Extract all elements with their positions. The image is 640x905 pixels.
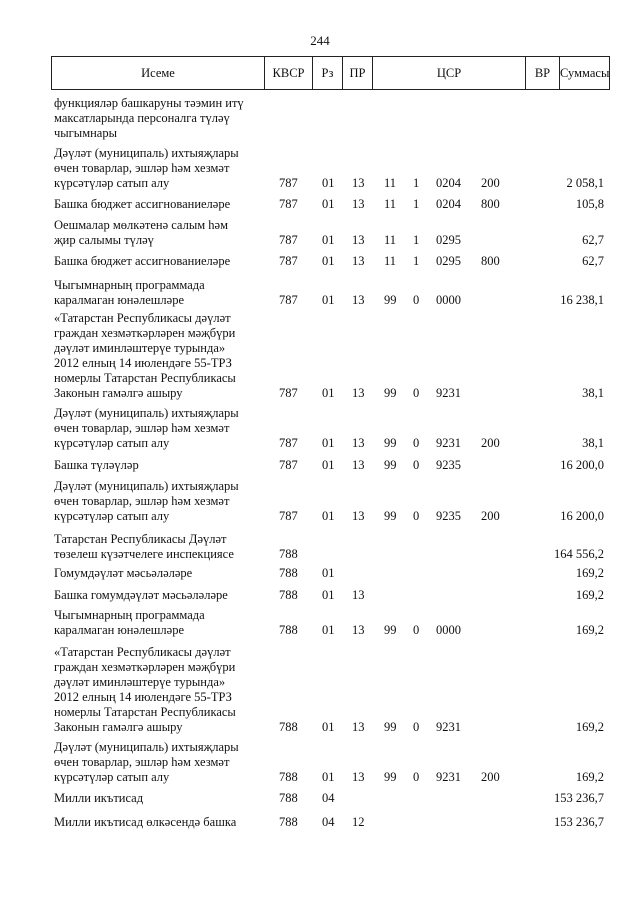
cell-rz: 01	[322, 623, 335, 637]
cell-csr2: 0	[413, 509, 420, 523]
cell-sum: 169,2	[575, 566, 604, 580]
column-header-rz: Рз	[313, 57, 343, 89]
cell-csr3: 0204	[436, 176, 461, 190]
cell-csr2: 1	[413, 254, 420, 268]
cell-pr: 13	[352, 770, 365, 784]
row-name-line: Законын гамәлгә ашыру	[54, 720, 183, 734]
table-header	[51, 56, 610, 90]
row-name-line: Башка гомумдәүләт мәсьәләләре	[54, 588, 228, 602]
row-name	[54, 254, 259, 269]
cell-sum: 105,8	[575, 197, 604, 211]
cell-pr: 13	[352, 458, 365, 472]
cell-kvsr: 787	[279, 293, 298, 307]
cell-csr3: 0295	[436, 233, 461, 247]
column-header-vr: ВР	[526, 57, 560, 89]
cell-kvsr: 787	[279, 197, 298, 211]
cell-csr1: 99	[384, 720, 397, 734]
cell-pr: 13	[352, 197, 365, 211]
row-name-line: Башка түләүләр	[54, 458, 139, 472]
row-name-line: Татарстан Республикасы Дәүләт	[54, 532, 227, 546]
cell-sum: 2 058,1	[566, 176, 604, 190]
cell-csr1: 99	[384, 293, 397, 307]
cell-kvsr: 787	[279, 386, 298, 400]
row-name-line: күрсәтүләр сатып алу	[54, 770, 170, 784]
cell-csr2: 0	[413, 436, 420, 450]
row-name-line: Башка бюджет ассигнованиеләре	[54, 254, 231, 268]
cell-vr: 800	[481, 197, 500, 211]
row-name-line: күрсәтүләр сатып алу	[54, 436, 170, 450]
cell-kvsr: 788	[279, 770, 298, 784]
row-name-line: җир салымы түләү	[54, 233, 154, 247]
row-name-line: максатларында персоналга түләү	[54, 111, 230, 125]
cell-pr: 13	[352, 254, 365, 268]
cell-csr3: 9235	[436, 509, 461, 523]
cell-kvsr: 787	[279, 176, 298, 190]
cell-sum: 62,7	[582, 233, 604, 247]
cell-csr1: 99	[384, 509, 397, 523]
row-name-line: Чыгымнарның программада	[54, 278, 205, 292]
cell-csr1: 11	[384, 254, 397, 268]
cell-kvsr: 788	[279, 720, 298, 734]
cell-pr: 13	[352, 293, 365, 307]
row-name-line: номерлы Татарстан Республикасы	[54, 371, 236, 385]
cell-csr2: 1	[413, 176, 420, 190]
row-name	[54, 588, 259, 603]
cell-pr: 13	[352, 436, 365, 450]
cell-sum: 169,2	[575, 770, 604, 784]
row-name-line: Милли икътисад өлкәсендә башка	[54, 815, 237, 829]
cell-csr3: 0204	[436, 197, 461, 211]
cell-pr: 13	[352, 233, 365, 247]
cell-csr3: 9231	[436, 386, 461, 400]
row-name	[54, 311, 259, 401]
row-name-line: төзелеш күзәтчелеге инспекциясе	[54, 547, 234, 561]
row-name-line: Башка бюджет ассигнованиеләре	[54, 197, 231, 211]
cell-rz: 01	[322, 386, 335, 400]
cell-sum: 62,7	[582, 254, 604, 268]
cell-vr: 200	[481, 176, 500, 190]
row-name-line: өчен товарлар, эшләр һәм хезмәт	[54, 421, 230, 435]
cell-kvsr: 788	[279, 791, 298, 805]
cell-pr: 12	[352, 815, 365, 829]
cell-sum: 38,1	[582, 386, 604, 400]
row-name-line: чыгымнары	[54, 126, 118, 140]
row-name	[54, 479, 259, 524]
cell-csr1: 11	[384, 233, 397, 247]
row-name	[54, 566, 259, 581]
cell-csr2: 0	[413, 386, 420, 400]
cell-sum: 16 238,1	[560, 293, 604, 307]
cell-kvsr: 787	[279, 436, 298, 450]
cell-rz: 01	[322, 458, 335, 472]
cell-pr: 13	[352, 720, 365, 734]
cell-csr3: 9231	[436, 770, 461, 784]
cell-csr1: 99	[384, 770, 397, 784]
cell-kvsr: 787	[279, 509, 298, 523]
column-header-sum: Суммасы	[560, 66, 610, 80]
cell-rz: 01	[322, 436, 335, 450]
row-name-line: Дәүләт (муниципаль) ихтыяҗлары	[54, 406, 239, 420]
cell-sum: 16 200,0	[560, 509, 604, 523]
cell-sum: 38,1	[582, 436, 604, 450]
cell-csr3: 9235	[436, 458, 461, 472]
cell-csr3: 0000	[436, 623, 461, 637]
cell-csr2: 0	[413, 720, 420, 734]
row-name	[54, 197, 259, 212]
row-name	[54, 146, 259, 191]
row-name-line: Гомумдәүләт мәсьәләләре	[54, 566, 193, 580]
cell-rz: 04	[322, 815, 335, 829]
cell-pr: 13	[352, 509, 365, 523]
cell-sum: 153 236,7	[554, 815, 604, 829]
cell-rz: 01	[322, 176, 335, 190]
row-name-line: граждан хезмәткәрләрен мәҗбүри	[54, 660, 236, 674]
cell-csr1: 99	[384, 458, 397, 472]
cell-pr: 13	[352, 176, 365, 190]
cell-sum: 169,2	[575, 623, 604, 637]
row-name-line: «Татарстан Республикасы дәүләт	[54, 645, 231, 659]
cell-csr2: 0	[413, 770, 420, 784]
cell-pr: 13	[352, 623, 365, 637]
row-name	[54, 645, 259, 735]
row-name-line: өчен товарлар, эшләр һәм хезмәт	[54, 161, 230, 175]
cell-kvsr: 788	[279, 566, 298, 580]
column-header-name: Исеме	[52, 57, 265, 89]
row-name-line: каралмаган юнәлешләре	[54, 623, 185, 637]
row-name	[54, 406, 259, 451]
row-name	[54, 532, 259, 562]
row-name	[54, 791, 259, 806]
row-name-line: каралмаган юнәлешләре	[54, 293, 185, 307]
row-name-line: Дәүләт (муниципаль) ихтыяҗлары	[54, 740, 239, 754]
cell-sum: 169,2	[575, 588, 604, 602]
cell-csr1: 11	[384, 176, 397, 190]
cell-kvsr: 787	[279, 458, 298, 472]
cell-kvsr: 787	[279, 233, 298, 247]
cell-vr: 800	[481, 254, 500, 268]
cell-rz: 01	[322, 197, 335, 211]
row-name-line: Законын гамәлгә ашыру	[54, 386, 183, 400]
cell-sum: 153 236,7	[554, 791, 604, 805]
cell-vr: 200	[481, 770, 500, 784]
cell-csr2: 1	[413, 197, 420, 211]
row-name-line: дәүләт иминләштерүе турында»	[54, 675, 226, 689]
row-name	[54, 608, 259, 638]
column-header-pr: ПР	[343, 57, 373, 89]
cell-kvsr: 788	[279, 815, 298, 829]
row-name	[54, 740, 259, 785]
row-name-line: Оешмалар мөлкәтенә салым һәм	[54, 218, 228, 232]
row-name-line: өчен товарлар, эшләр һәм хезмәт	[54, 755, 230, 769]
cell-pr: 13	[352, 386, 365, 400]
column-header-kvsr: КВСР	[265, 57, 313, 89]
cell-rz: 01	[322, 770, 335, 784]
cell-kvsr: 788	[279, 623, 298, 637]
row-name-line: өчен товарлар, эшләр һәм хезмәт	[54, 494, 230, 508]
row-name-line: дәүләт иминләштерүе турында»	[54, 341, 226, 355]
cell-rz: 01	[322, 509, 335, 523]
cell-rz: 01	[322, 588, 335, 602]
cell-csr3: 9231	[436, 720, 461, 734]
row-name-line: 2012 елның 14 июлендәге 55-ТРЗ	[54, 356, 232, 370]
cell-csr2: 0	[413, 623, 420, 637]
page-number: 244	[310, 33, 330, 48]
cell-pr: 13	[352, 588, 365, 602]
cell-csr2: 0	[413, 293, 420, 307]
row-name-line: Дәүләт (муниципаль) ихтыяҗлары	[54, 479, 239, 493]
row-name	[54, 815, 259, 830]
row-name-line: граждан хезмәткәрләрен мәҗбүри	[54, 326, 236, 340]
cell-csr2: 0	[413, 458, 420, 472]
row-name-line: функцияләр башкаруны тәэмин итү	[54, 96, 244, 110]
cell-csr1: 99	[384, 623, 397, 637]
cell-rz: 01	[322, 293, 335, 307]
row-name-line: күрсәтүләр сатып алу	[54, 509, 170, 523]
cell-csr3: 9231	[436, 436, 461, 450]
cell-vr: 200	[481, 436, 500, 450]
cell-rz: 01	[322, 233, 335, 247]
cell-rz: 01	[322, 720, 335, 734]
cell-rz: 04	[322, 791, 335, 805]
cell-csr1: 11	[384, 197, 397, 211]
cell-sum: 164 556,2	[554, 547, 604, 561]
cell-rz: 01	[322, 566, 335, 580]
cell-kvsr: 788	[279, 547, 298, 561]
cell-sum: 169,2	[575, 720, 604, 734]
cell-kvsr: 787	[279, 254, 298, 268]
cell-csr1: 99	[384, 436, 397, 450]
cell-csr2: 1	[413, 233, 420, 247]
row-name	[54, 96, 259, 141]
cell-csr3: 0295	[436, 254, 461, 268]
row-name-line: Чыгымнарның программада	[54, 608, 205, 622]
row-name-line: номерлы Татарстан Республикасы	[54, 705, 236, 719]
row-name-line: Дәүләт (муниципаль) ихтыяҗлары	[54, 146, 239, 160]
cell-sum: 16 200,0	[560, 458, 604, 472]
cell-rz: 01	[322, 254, 335, 268]
row-name	[54, 278, 259, 308]
row-name	[54, 458, 259, 473]
row-name	[54, 218, 259, 248]
cell-vr: 200	[481, 509, 500, 523]
cell-kvsr: 788	[279, 588, 298, 602]
row-name-line: күрсәтүләр сатып алу	[54, 176, 170, 190]
row-name-line: Милли икътисад	[54, 791, 144, 805]
cell-csr1: 99	[384, 386, 397, 400]
cell-csr3: 0000	[436, 293, 461, 307]
row-name-line: 2012 елның 14 июлендәге 55-ТРЗ	[54, 690, 232, 704]
column-header-csr: ЦСР	[373, 57, 526, 89]
row-name-line: «Татарстан Республикасы дәүләт	[54, 311, 231, 325]
